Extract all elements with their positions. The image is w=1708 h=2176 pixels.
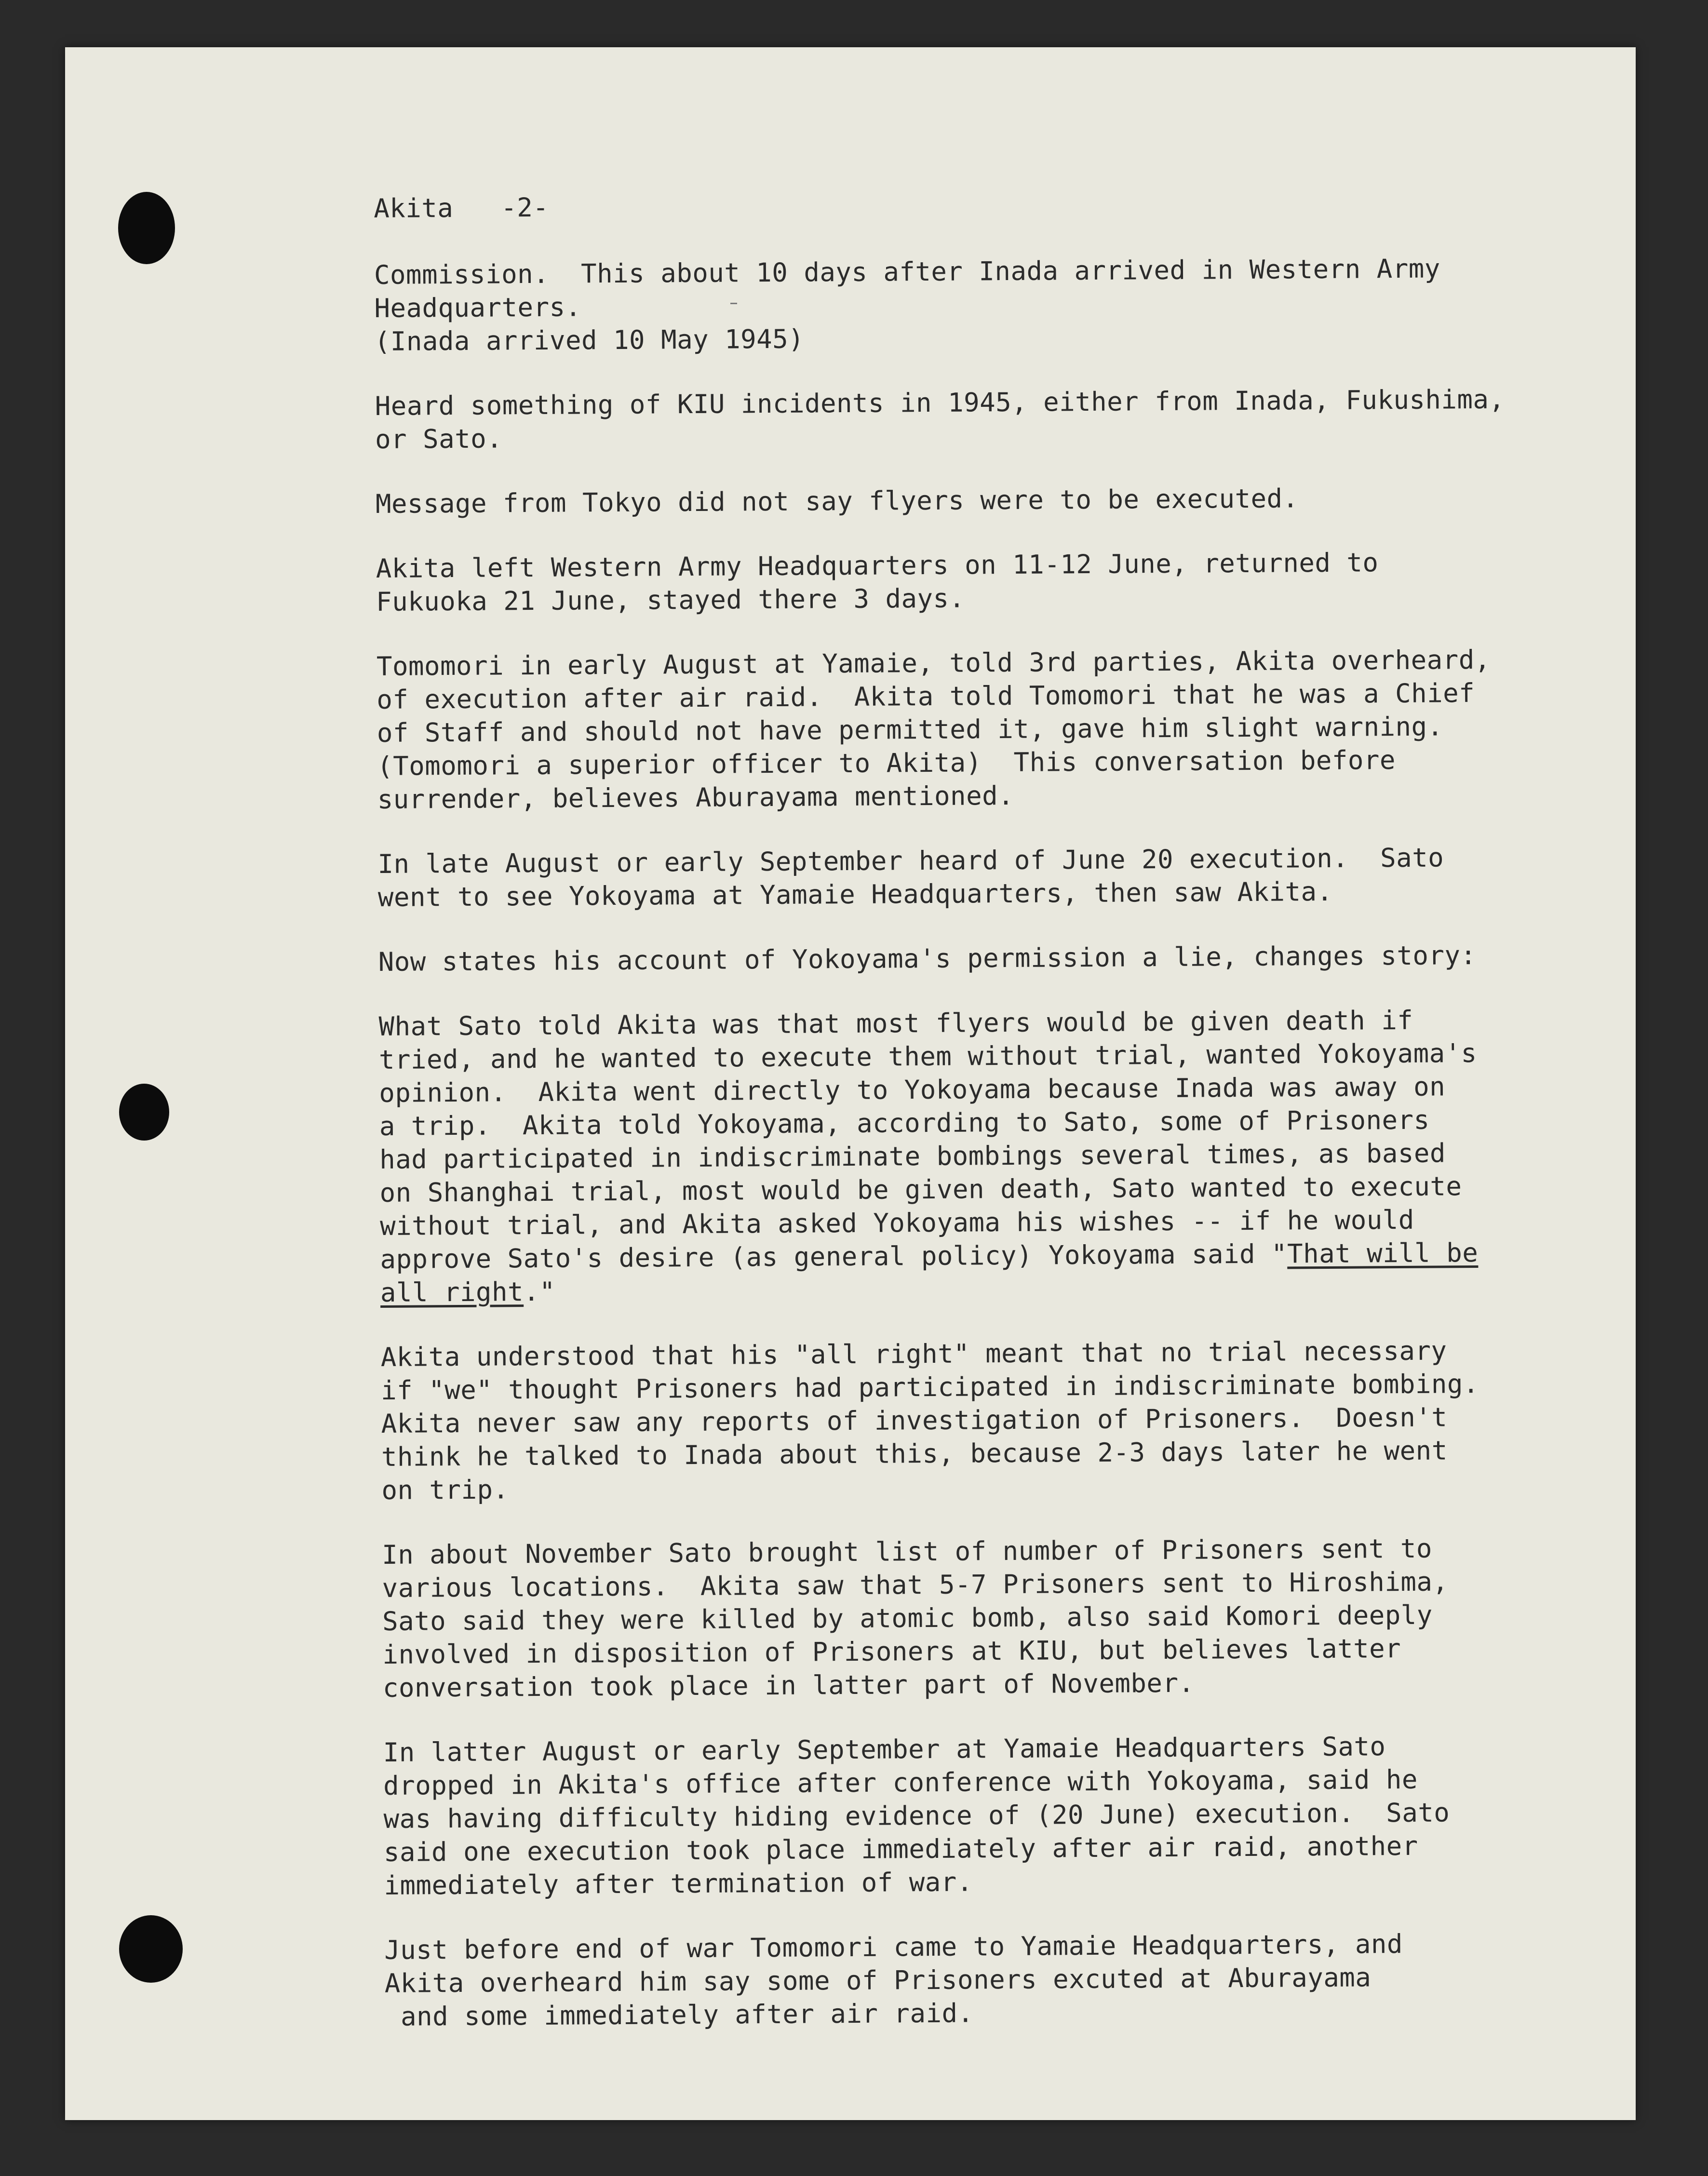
paragraph — [375, 382, 1610, 456]
text-line: on Shanghai trial, most would be given death, Sato wanted to execute — [379, 1171, 1462, 1208]
paragraph — [378, 938, 1613, 979]
text-line: said one execution took place immediately after air raid, another — [383, 1830, 1418, 1867]
text-line: dropped in Akita's office after conference with Yokoyama, said he — [383, 1764, 1418, 1801]
text-line: (Inada arrived 10 May 1945) — [374, 323, 805, 357]
paragraph — [381, 1333, 1616, 1507]
typed-text-body — [374, 184, 1619, 2065]
text-line: of execution after air raid. Akita told Tomomori that he was a Chief — [377, 678, 1475, 715]
text-line: Akita overheard him say some of Prisoners excuted at Aburayama — [384, 1962, 1372, 1999]
underlined-quote: That will be — [1287, 1237, 1479, 1269]
text-line: In latter August or early September at Yamaie Headquarters Sato — [383, 1731, 1386, 1768]
underlined-quote: all right — [380, 1276, 524, 1308]
paragraph — [384, 1926, 1619, 2033]
text-line: Message from Tokyo did not say flyers were to be executed. — [375, 483, 1299, 519]
paragraph — [376, 480, 1610, 521]
paragraph — [378, 1002, 1614, 1309]
text-line: Akita left Western Army Headquarters on 11-12 June, returned to — [376, 547, 1379, 584]
text-line: In late August or early September heard of June 20 execution. Sato — [377, 842, 1444, 879]
text-line: Heard something of KIU incidents in 1945, either from Inada, Fukushima, — [375, 384, 1505, 421]
text-line: opinion. Akita went directly to Yokoyama because Inada was away on — [379, 1071, 1446, 1108]
punch-hole-top — [118, 192, 175, 264]
paragraph — [383, 1728, 1618, 1902]
text-line: immediately after termination of war. — [384, 1867, 973, 1901]
text-line: Headquarters. — [374, 292, 581, 323]
text-line: (Tomomori a superior officer to Akita) This conversation before — [377, 745, 1396, 781]
text-line: In about November Sato brought list of number of Prisoners sent to — [382, 1533, 1433, 1570]
text-line: on trip. — [381, 1474, 509, 1505]
text-line: tried, and he wanted to execute them without trial, wanted Yokoyama's — [378, 1038, 1477, 1075]
text-line: various locations. Akita saw that 5-7 Prisoners sent to Hiroshima, — [382, 1566, 1449, 1603]
text-line: Just before end of war Tomomori came to Yamaie Headquarters, and — [384, 1929, 1403, 1965]
text-segment: approve Sato's desire (as general policy) Yokoyama said " — [380, 1238, 1288, 1275]
paragraph — [374, 251, 1609, 358]
text-segment: ." — [523, 1276, 556, 1307]
text-line: a trip. Akita told Yokoyama, according to Sato, some of Prisoners — [379, 1104, 1430, 1142]
paragraph — [377, 840, 1612, 914]
text-line: Commission. This about 10 days after Inada arrived in Western Army — [374, 253, 1440, 290]
text-line: or Sato. — [375, 423, 503, 455]
text-line: was having difficulty hiding evidence of (20 June) execution. Sato — [383, 1797, 1450, 1834]
text-line: surrender, believes Aburayama mentioned. — [377, 780, 1014, 815]
paragraph — [376, 544, 1611, 618]
punch-hole-bottom — [119, 1915, 183, 1983]
paragraph — [377, 642, 1612, 816]
text-line: Now states his account of Yokoyama's permission a lie, changes story: — [378, 940, 1477, 977]
text-line: without trial, and Akita asked Yokoyama his wishes -- if he would — [379, 1204, 1414, 1241]
paragraph — [382, 1531, 1617, 1705]
text-line: had participated in indiscriminate bombings several times, as based — [379, 1138, 1446, 1175]
punch-hole-middle — [119, 1084, 169, 1141]
document-page — [65, 47, 1636, 2120]
text-line: think he talked to Inada about this, because 2-3 days later he went — [381, 1435, 1448, 1472]
text-line: Akita understood that his "all right" meant that no trial necessary — [380, 1335, 1447, 1372]
text-line: Akita never saw any reports of investigation of Prisoners. Doesn't — [381, 1402, 1448, 1439]
text-line: conversation took place in latter part of November. — [382, 1667, 1195, 1703]
text-line: if "we" thought Prisoners had participated in indiscriminate bombing. — [380, 1369, 1479, 1406]
text-line: of Staff and should not have permitted it, gave him slight warning. — [377, 711, 1443, 748]
text-line: Sato said they were killed by atomic bomb, also said Komori deeply — [382, 1599, 1433, 1637]
page-header: Akita -2- — [374, 192, 549, 224]
text-line: Tomomori in early August at Yamaie, told 3rd parties, Akita overheard, — [376, 644, 1491, 682]
text-line: Fukuoka 21 June, stayed there 3 days. — [376, 583, 965, 617]
text-line: involved in disposition of Prisoners at KIU, but believes latter — [382, 1633, 1401, 1670]
text-line: What Sato told Akita was that most flyers would be given death if — [378, 1005, 1413, 1042]
text-line: and some immediately after air raid. — [384, 1998, 974, 2032]
text-line: went to see Yokoyama at Yamaie Headquarters, then saw Akita. — [377, 876, 1333, 913]
